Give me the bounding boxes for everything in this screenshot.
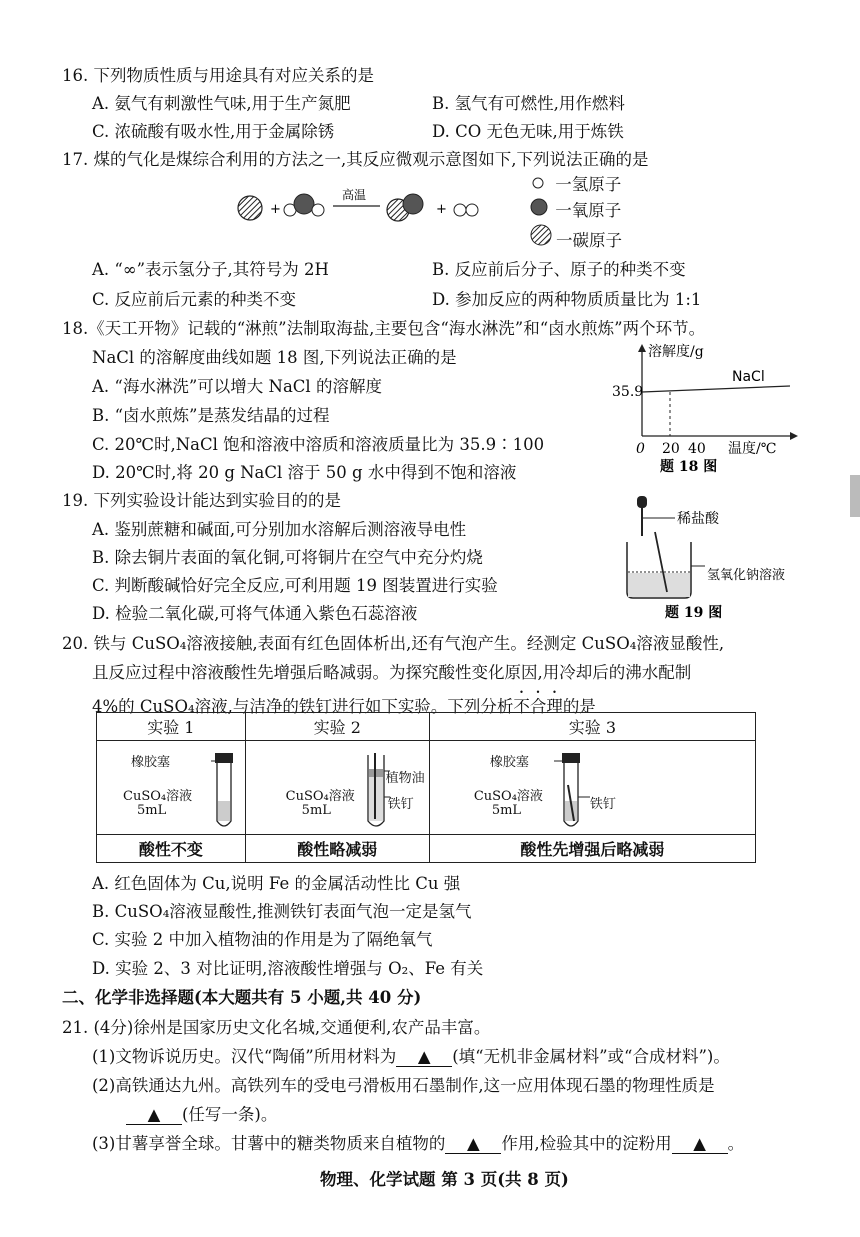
- reaction-diagram: [230, 180, 500, 240]
- experiment-3-result: 酸性先增强后略减弱: [429, 835, 755, 863]
- q18-option-a: A. “海水淋洗”可以增大 NaCl 的溶解度: [92, 377, 382, 396]
- q20-option-c: C. 实验 2 中加入植物油的作用是为了隔绝氧气: [92, 930, 433, 949]
- atom-legend: 一氢原子 一氧原子 一碳原子: [530, 172, 622, 250]
- q18-option-c: C. 20℃时,NaCl 饱和溶液中溶质和溶液质量比为 35.9∶100: [92, 435, 545, 454]
- q18-option-b: B. “卤水煎炼”是蒸发结晶的过程: [92, 406, 330, 425]
- experiment-2-figure: CuSO₄溶液 5mL 植物油 铁钉: [245, 741, 429, 835]
- q16-stem: 16. 下列物质性质与用途具有对应关系的是: [62, 66, 374, 85]
- answer-blank: ▲: [672, 1134, 728, 1154]
- page-edge-tab: [850, 475, 860, 517]
- graph-caption: 题 18 图: [660, 459, 718, 475]
- q20-line3: 4%的 CuSO₄溶液,与洁净的铁钉进行如下实验。下列分析不合理的是: [92, 697, 596, 716]
- q18-stem-line2: NaCl 的溶解度曲线如题 18 图,下列说法正确的是: [92, 348, 457, 367]
- experiment-2-result: 酸性略减弱: [245, 835, 429, 863]
- answer-blank: ▲: [126, 1105, 182, 1125]
- solubility-graph: [600, 340, 800, 475]
- page-footer: 物理、化学试题 第 3 页(共 8 页): [320, 1170, 569, 1189]
- q21-part2-cont: ▲ (任写一条)。: [126, 1101, 277, 1125]
- q19-option-d: D. 检验二氧化碳,可将气体通入紫色石蕊溶液: [92, 604, 418, 623]
- q19-option-b: B. 除去铜片表面的氧化铜,可将铜片在空气中充分灼烧: [92, 548, 483, 567]
- q17-option-b: B. 反应前后分子、原子的种类不变: [432, 260, 686, 279]
- svg-text:+: +: [436, 202, 447, 217]
- figure-caption: 题 19 图: [665, 605, 723, 621]
- condition-label: 高温: [342, 188, 367, 202]
- q19-stem: 19. 下列实验设计能达到实验目的的是: [62, 491, 341, 510]
- answer-blank: ▲: [445, 1134, 501, 1154]
- svg-text:20: 20: [662, 441, 680, 457]
- q16-option-b: B. 氢气有可燃性,用作燃料: [432, 94, 625, 113]
- q21-part2: (2)高铁通达九州。高铁列车的受电弓滑板用石墨制作,这一应用体现石墨的物理性质是: [92, 1076, 715, 1095]
- base-label: 氢氧化钠溶液: [707, 568, 786, 583]
- experiment-table: [96, 712, 756, 863]
- q19-option-a: A. 鉴别蔗糖和碱面,可分别加水溶解后测溶液导电性: [92, 520, 467, 539]
- q20-option-b: B. CuSO₄溶液显酸性,推测铁钉表面气泡一定是氢气: [92, 902, 472, 921]
- experiment-3-header: 实验 3: [429, 713, 755, 741]
- q17-stem: 17. 煤的气化是煤综合利用的方法之一,其反应微观示意图如下,下列说法正确的是: [62, 150, 649, 169]
- solubility-curve: [642, 386, 790, 392]
- q19-option-c: C. 判断酸碱恰好完全反应,可利用题 19 图装置进行实验: [92, 576, 498, 595]
- q18-option-d: D. 20℃时,将 20 g NaCl 溶于 50 g 水中得到不饱和溶液: [92, 463, 517, 482]
- answer-blank: ▲: [396, 1047, 452, 1067]
- q20-line1: 20. 铁与 CuSO₄溶液接触,表面有红色固体析出,还有气泡产生。经测定 CuSO₄溶液显酸性,: [62, 634, 725, 653]
- q21-part3: (3)甘薯享誉全球。甘薯中的糖类物质来自植物的 ▲ 作用,检验其中的淀粉用 ▲ 。: [92, 1134, 745, 1153]
- q21-part1: (1)文物诉说历史。汉代“陶俑”所用材料为 ▲ (填“无机非金属材料”或“合成材料”)。: [92, 1047, 730, 1066]
- q17-option-d: D. 参加反应的两种物质质量比为 1:1: [432, 290, 702, 309]
- svg-text:+: +: [270, 202, 281, 217]
- ylabel: 溶解度/g: [648, 344, 704, 360]
- xlabel: 温度/℃: [728, 441, 777, 457]
- q20-line2: 且反应过程中溶液酸性先增强后略减弱。为探究酸性变化原因,用冷却后的沸水配制: [92, 663, 692, 682]
- section-heading: 二、化学非选择题(本大题共有 5 小题,共 40 分): [62, 988, 422, 1007]
- svg-text:40: 40: [688, 441, 706, 457]
- experiment-2-header: 实验 2: [245, 713, 429, 741]
- experiment-1-header: 实验 1: [97, 713, 246, 741]
- q21-stem: 21. (4分)徐州是国家历史文化名城,交通便利,农产品丰富。: [62, 1018, 491, 1037]
- q18-stem-line1: 18.《天工开物》记载的“淋煎”法制取海盐,主要包含“海水淋洗”和“卤水煎炼”两个环节。: [62, 319, 706, 338]
- titration-apparatus: [615, 492, 815, 624]
- q20-option-d: D. 实验 2、3 对比证明,溶液酸性增强与 O₂、Fe 有关: [92, 959, 484, 978]
- q16-option-c: C. 浓硫酸有吸水性,用于金属除锈: [92, 122, 335, 141]
- yvalue: 35.9: [612, 384, 644, 400]
- experiment-1-figure: 橡胶塞 CuSO₄溶液 5mL: [97, 741, 246, 835]
- experiment-1-result: 酸性不变: [97, 835, 246, 863]
- carbon-atom: [238, 196, 262, 220]
- emphasis-text: 不合理: [513, 697, 563, 716]
- q20-option-a: A. 红色固体为 Cu,说明 Fe 的金属活动性比 Cu 强: [92, 874, 461, 893]
- q16-option-a: A. 氨气有刺激性气味,用于生产氮肥: [92, 94, 351, 113]
- svg-text:0: 0: [636, 441, 645, 457]
- series-label: NaCl: [732, 369, 765, 385]
- q17-option-c: C. 反应前后元素的种类不变: [92, 290, 297, 309]
- acid-label: 稀盐酸: [677, 511, 719, 527]
- experiment-3-figure: 橡胶塞 CuSO₄溶液 5mL 铁钉: [429, 741, 755, 835]
- q16-option-d: D. CO 无色无味,用于炼铁: [432, 122, 624, 141]
- q17-option-a: A. “∞”表示氢分子,其符号为 2H: [92, 260, 329, 279]
